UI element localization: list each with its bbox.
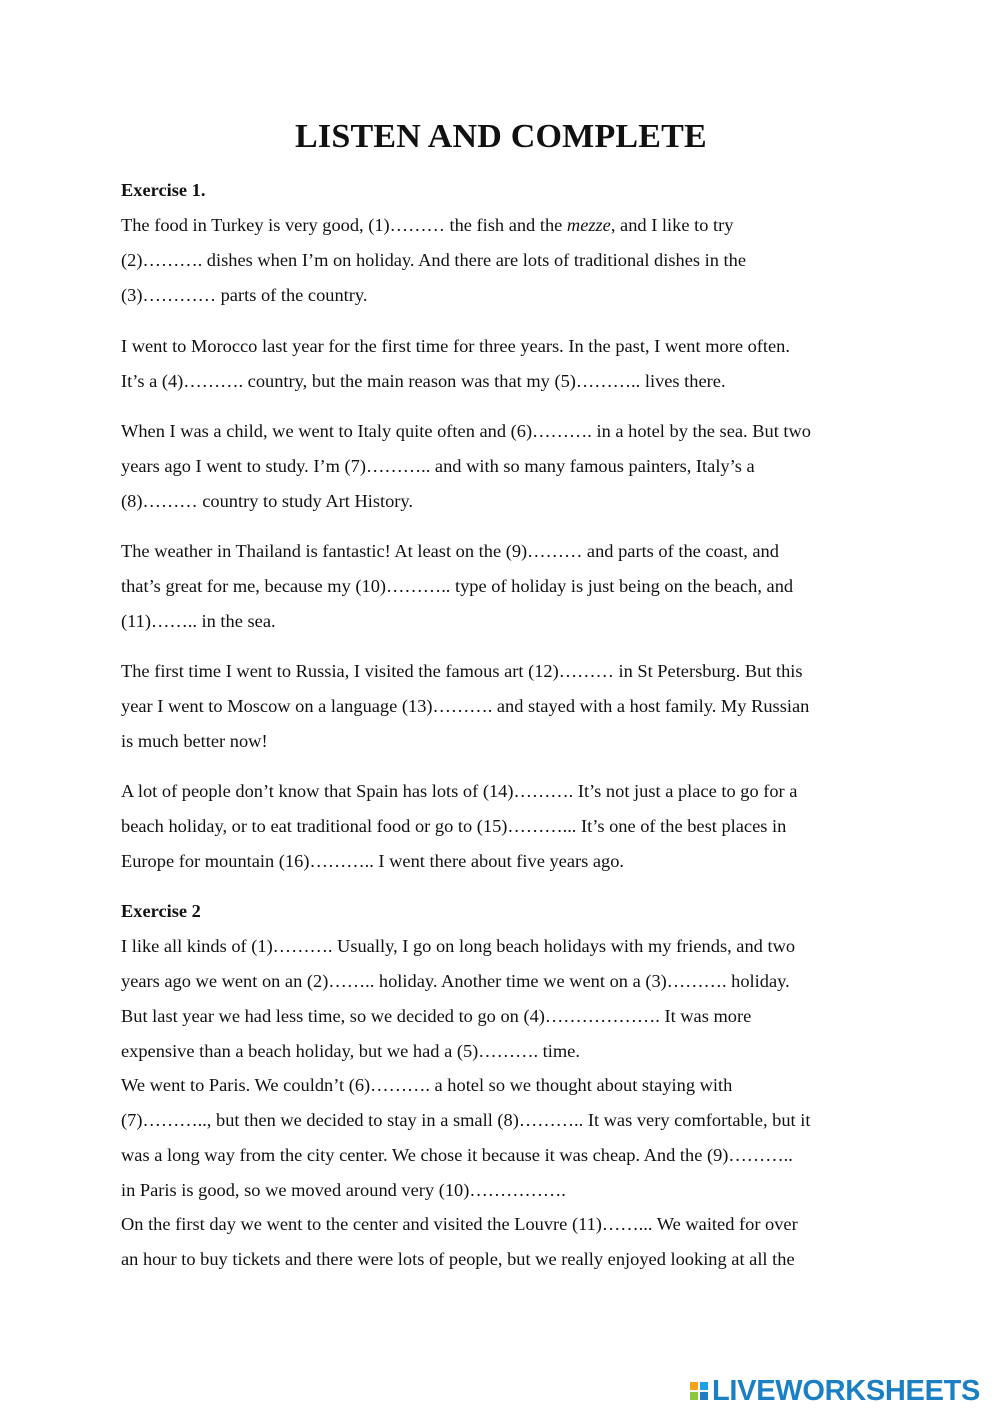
exercise-1-line: (11)…….. in the sea. [121,611,276,631]
exercise-1-line: (3)………… parts of the country. [121,285,368,305]
exercise-2-line: expensive than a beach holiday, but we had a (5)………. time. [121,1041,580,1061]
logo-text: LIVEWORKSHEETS [712,1374,981,1407]
exercise-1-line: The first time I went to Russia, I visited the famous art (12)……… in St Petersburg. But this [121,661,803,681]
exercise-1-line: The weather in Thailand is fantastic! At least on the (9)……… and parts of the coast, and [121,541,779,561]
exercise-1-line: (8)……… country to study Art History. [121,491,414,511]
page-title: LISTEN AND COMPLETE [295,118,707,155]
exercise-1-line: I went to Morocco last year for the first time for three years. In the past, I went more often. [121,336,790,356]
exercise-1-line: (2)………. dishes when I’m on holiday. And there are lots of traditional dishes in the [121,250,746,270]
exercise-1-line: year I went to Moscow on a language (13)………. and stayed with a host family. My Russian [121,696,810,716]
exercise-1-line: is much better now! [121,731,268,751]
exercise-2-line: (7)……….., but then we decided to stay in a small (8)……….. It was very comfortable, but it [121,1110,811,1130]
exercise-1-line: beach holiday, or to eat traditional food or go to (15)………... It’s one of the best places in [121,816,787,836]
exercise-1-line: It’s a (4)………. country, but the main reason was that my (5)……….. lives there. [121,371,726,391]
exercise-2-heading: Exercise 2 [121,901,201,921]
exercise-2-line: an hour to buy tickets and there were lots of people, but we really enjoyed looking at all the [121,1249,795,1269]
exercise-2-line: was a long way from the city center. We chose it because it was cheap. And the (9)……….. [121,1145,793,1165]
exercise-1-line: A lot of people don’t know that Spain has lots of (14)………. It’s not just a place to go for a [121,781,798,801]
exercise-2-line: years ago we went on an (2)…….. holiday. Another time we went on a (3)………. holiday. [121,971,790,991]
exercise-1-line: years ago I went to study. I’m (7)……….. and with so many famous painters, Italy’s a [121,456,755,476]
liveworksheets-logo-icon [690,1382,708,1400]
exercise-1-line: Europe for mountain (16)……….. I went there about five years ago. [121,851,625,871]
exercise-1-line: that’s great for me, because my (10)……….. type of holiday is just being on the beach, and [121,576,794,596]
exercise-1-heading: Exercise 1. [121,180,206,200]
exercise-2-line: On the first day we went to the center and visited the Louvre (11)……... We waited for over [121,1214,798,1234]
liveworksheets-logo [690,1376,980,1406]
exercise-2-line: I like all kinds of (1)………. Usually, I go on long beach holidays with my friends, and two [121,936,796,956]
exercise-2-line: But last year we had less time, so we decided to go on (4)………………. It was more [121,1006,752,1026]
exercise-1-line: When I was a child, we went to Italy quite often and (6)………. in a hotel by the sea. But two [121,421,811,441]
exercise-2-line: in Paris is good, so we moved around very (10)……………. [121,1180,566,1200]
exercise-2-line: We went to Paris. We couldn’t (6)………. a hotel so we thought about staying with [121,1075,733,1095]
exercise-1-line: The food in Turkey is very good, (1)……… the fish and the mezze, and I like to try [121,215,734,235]
